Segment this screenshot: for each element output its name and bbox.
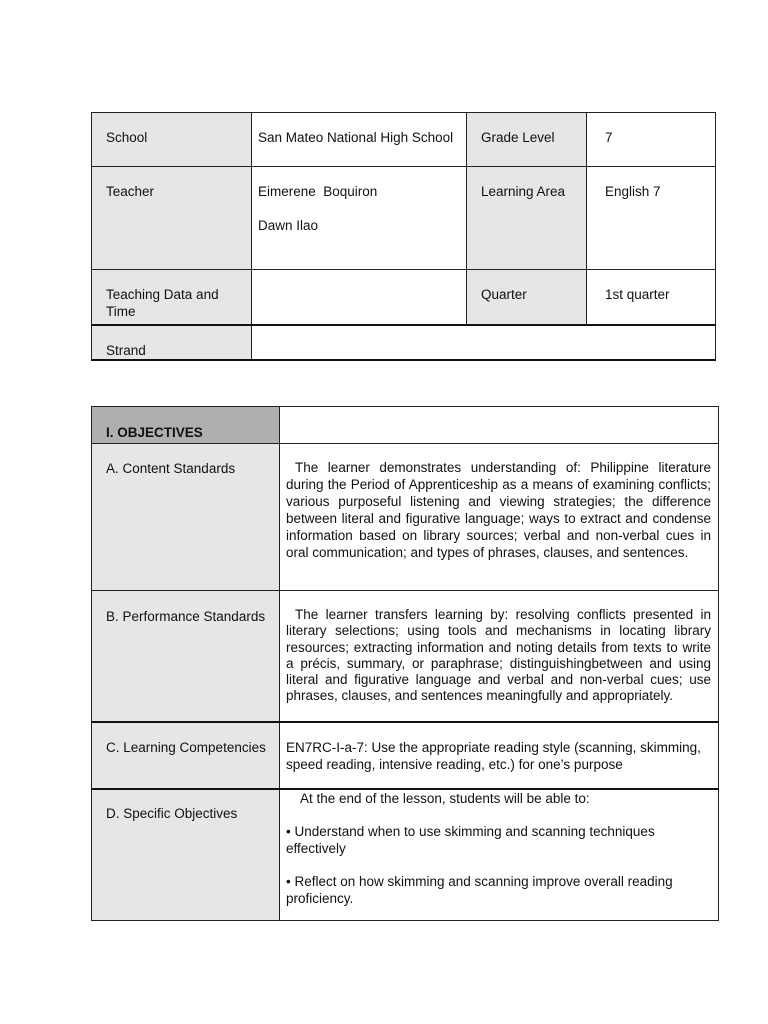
school-value: San Mateo National High School [258, 130, 454, 145]
teacher-name: Eimerene Boquiron [258, 184, 378, 199]
competency-text: EN7RC-I-a-7: Use the appropriate reading style (scanning, skimming, speed reading, intensive reading, etc.) for one’s purpose [286, 739, 701, 772]
performance-label-cell [92, 591, 280, 722]
objectives-title-blank [280, 407, 719, 444]
performance-label: B. Performance Standards [106, 609, 266, 624]
time-value [252, 270, 466, 286]
content-label-cell [92, 444, 280, 591]
specific-item: • Reflect on how skimming and scanning improve overall reading proficiency. [286, 873, 673, 906]
area-label-cell [467, 167, 587, 270]
specific-item: • Understand when to use skimming and scanning techniques effectively [286, 823, 655, 856]
quarter-value-cell [587, 270, 716, 325]
strand-value-cell [252, 325, 716, 360]
teacher-label-cell [92, 167, 252, 270]
strand-label: Strand [106, 342, 146, 358]
lesson-header-table [91, 112, 716, 361]
grade-label-cell [467, 113, 587, 167]
strand-value [252, 326, 715, 342]
teacher-name: Dawn Ilao [258, 218, 319, 233]
teacher-value-cell [252, 167, 467, 270]
content-text-cell [280, 444, 719, 591]
competency-label: C. Learning Competencies [106, 739, 266, 755]
objectives-title: I. OBJECTIVES [106, 425, 203, 440]
school-label-cell [92, 113, 252, 167]
content-text: The learner demonstrates understanding of: Philippine literature during the Period of Apprenticeship as a means of examining conflicts; various purposeful listening and viewing strategies; the difference between literal and figurative language; ways to extract and condense information based on library sources; verbal and non-verbal cues in oral communication; and types of phrases, clauses, and sentences. [286, 460, 711, 560]
time-value-cell [252, 270, 467, 325]
area-value: English 7 [605, 184, 661, 199]
specific-text-cell [280, 789, 719, 921]
objectives-table [91, 406, 719, 921]
area-label: Learning Area [481, 184, 566, 199]
quarter-label: Quarter [481, 287, 527, 302]
performance-text-cell [280, 591, 719, 722]
school-value-cell [252, 113, 467, 167]
time-label: Teaching Data and Time [106, 287, 219, 319]
grade-value: 7 [605, 130, 613, 145]
time-label-cell [92, 270, 252, 325]
competency-text-cell [280, 722, 719, 789]
competency-label-cell [92, 722, 280, 789]
performance-text: The learner transfers learning by: resolving conflicts presented in literary selections; using tools and mechanisms in locating library resources; extracting information and noting details from texts to write a précis, summary, or paraphrase; distinguishingbetween and using literal and figurative language and verbal and non-verbal cues; use phrases, clauses, and sentences meaningfully and appropriately. [286, 607, 711, 704]
grade-value-cell [587, 113, 716, 167]
teacher-label: Teacher [106, 184, 155, 199]
school-label: School [106, 130, 148, 145]
quarter-label-cell [467, 270, 587, 325]
specific-intro: At the end of the lesson, students will be able to: [300, 790, 590, 806]
area-value-cell [587, 167, 716, 270]
specific-label: D. Specific Objectives [106, 805, 238, 821]
content-label: A. Content Standards [106, 461, 236, 476]
specific-label-cell [92, 789, 280, 921]
strand-label-cell [92, 325, 252, 360]
quarter-value: 1st quarter [605, 287, 670, 302]
objectives-title-cell [92, 407, 280, 444]
grade-label: Grade Level [481, 130, 555, 145]
